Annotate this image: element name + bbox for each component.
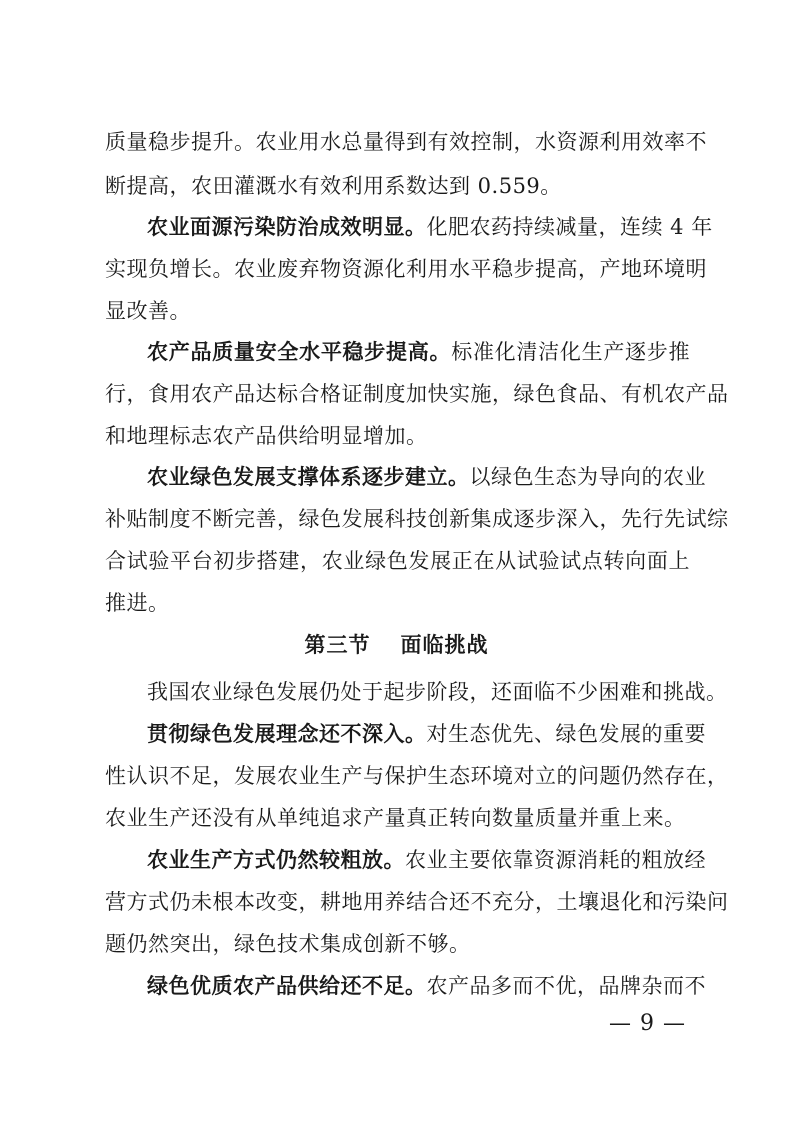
- paragraph-first-line: [147, 213, 713, 241]
- paragraph-first-line: [147, 846, 706, 874]
- paragraph-first-line: [147, 463, 706, 491]
- paragraph-lead: 农业面源污染防治成效明显。: [147, 214, 427, 239]
- paragraph-line: 合试验平台初步搭建，农业绿色发展正在从试验试点转向面上: [105, 549, 690, 573]
- paragraph-text: 对生态优先、绿色发展的重要: [426, 722, 706, 746]
- paragraph-line: 我国农业绿色发展仍处于起步阶段，还面临不少困难和挑战。: [147, 680, 728, 704]
- paragraph-lead: 农业生产方式仍然较粗放。: [147, 847, 405, 872]
- paragraph-first-line: [147, 720, 706, 748]
- paragraph-line: 质量稳步提升。农业用水总量得到有效控制，水资源利用效率不: [105, 130, 707, 154]
- paragraph-text: 农业主要依靠资源消耗的粗放经: [405, 848, 706, 872]
- paragraph-line: 实现负增长。农业废弃物资源化利用水平稳步提高，产地环境明: [105, 257, 707, 281]
- paragraph-lead: 农业绿色发展支撑体系逐步建立。: [147, 464, 470, 489]
- paragraph-line: 断提高，农田灌溉水有效利用系数达到 0.559。: [105, 174, 562, 198]
- paragraph-text: 化肥农药持续减量，连续 4 年: [426, 215, 713, 239]
- paragraph-line: 题仍然突出，绿色技术集成创新不够。: [105, 932, 471, 956]
- paragraph-first-line: [147, 972, 706, 1000]
- paragraph-line: 行，食用农产品达标合格证制度加快实施，绿色食品、有机农产品: [105, 382, 729, 406]
- section-heading: [0, 631, 793, 659]
- paragraph-line: 性认识不足，发展农业生产与保护生态环境对立的问题仍然存在，: [105, 764, 729, 788]
- paragraph-first-line: [147, 338, 690, 366]
- paragraph-text: 标准化清洁化生产逐步推: [451, 340, 691, 364]
- section-title: 面临挑战: [400, 632, 489, 657]
- section-number: 第三节: [304, 632, 371, 657]
- paragraph-line: 推进。: [105, 591, 170, 615]
- paragraph-line: 补贴制度不断完善，绿色发展科技创新集成逐步深入，先行先试综: [105, 507, 729, 531]
- page-number: — 9 —: [609, 1011, 686, 1036]
- paragraph-lead: 贯彻绿色发展理念还不深入。: [147, 721, 427, 746]
- paragraph-text: 农产品多而不优，品牌杂而不: [426, 974, 706, 998]
- paragraph-lead: 农产品质量安全水平稳步提高。: [147, 339, 452, 364]
- paragraph-line: 农业生产还没有从单纯追求产量真正转向数量质量并重上来。: [105, 806, 686, 830]
- paragraph-line: 营方式仍未根本改变，耕地用养结合还不充分，土壤退化和污染问: [105, 890, 729, 914]
- paragraph-line: 显改善。: [105, 299, 191, 323]
- paragraph-line: 和地理标志农产品供给明显增加。: [105, 424, 428, 448]
- paragraph-lead: 绿色优质农产品供给还不足。: [147, 973, 427, 998]
- paragraph-text: 以绿色生态为导向的农业: [469, 465, 706, 489]
